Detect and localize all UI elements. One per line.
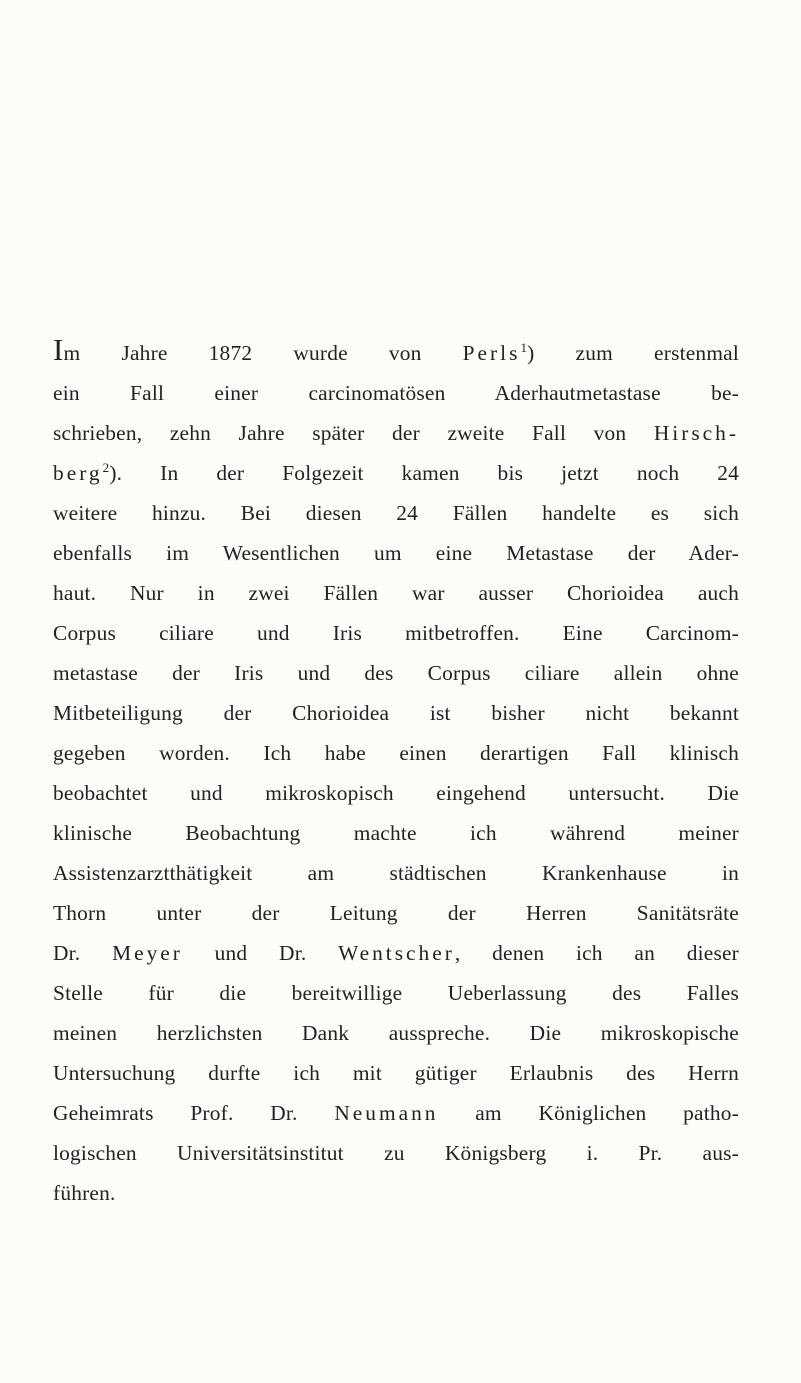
text-run: und Dr. [182,941,339,965]
text-line [53,453,739,493]
text-run: gegeben worden. Ich habe einen derartigen Fall klinisch [53,741,739,765]
spaced-name: Meyer [112,941,183,965]
text-run: Corpus ciliare und Iris mitbetroffen. Eine Carcinom- [53,621,739,645]
text-line [53,573,739,613]
text-line [53,1133,739,1173]
text-line [53,773,739,813]
text-run: führen. [53,1181,116,1205]
text-run: , denen ich an dieser [454,941,740,965]
text-run: logischen Universitätsinstitut zu Königsberg i. Pr. aus- [53,1141,739,1165]
text-run: weitere hinzu. Bei diesen 24 Fällen handelte es sich [53,501,739,525]
text-line [53,1013,739,1053]
text-line [53,893,739,933]
text-run: beobachtet und mikroskopisch eingehend untersucht. Die [53,781,739,805]
text-run: Geheimrats Prof. Dr. [53,1101,335,1125]
text-line [53,973,739,1013]
footnote-marker: 1 [520,339,528,355]
text-line [53,733,739,773]
spaced-name: Hirsch- [653,421,739,445]
initial-letter: I [53,332,64,367]
text-run: ein Fall einer carcinomatösen Aderhautmetastase be- [53,381,739,405]
spaced-name: berg [53,461,103,485]
text-run: Stelle für die bereitwillige Ueberlassung des Falles [53,981,739,1005]
text-line [53,533,739,573]
text-line [53,613,739,653]
text-run: haut. Nur in zwei Fällen war ausser Chorioidea auch [53,581,739,605]
text-run: meinen herzlichsten Dank ausspreche. Die mikroskopische [53,1021,739,1045]
text-line [53,333,739,373]
spaced-name: Perls [462,341,521,365]
text-run: metastase der Iris und des Corpus ciliare allein ohne [53,661,739,685]
text-run: ) zum erstenmal [527,341,740,365]
text-line [53,693,739,733]
spaced-name: Wentscher [338,941,455,965]
text-line [53,933,739,973]
text-run: am Königlichen patho- [438,1101,739,1125]
text-line [53,373,739,413]
text-run: m Jahre 1872 wurde von [63,341,463,365]
footnote-marker: 2 [102,459,110,475]
text-line [53,493,739,533]
text-line [53,413,739,453]
text-run: Untersuchung durfte ich mit gütiger Erlaubnis des Herrn [53,1061,739,1085]
text-line [53,1093,739,1133]
text-run: schrieben, zehn Jahre später der zweite Fall von [53,421,654,445]
text-run: klinische Beobachtung machte ich während meiner [53,821,739,845]
spaced-name: Neumann [334,1101,439,1125]
text-line [53,813,739,853]
text-run: ). In der Folgezeit kamen bis jetzt noch 24 [109,461,739,485]
text-run: Dr. [53,941,113,965]
text-run: Thorn unter der Leitung der Herren Sanitätsräte [53,901,739,925]
text-run: Assistenzarztthätigkeit am städtischen Krankenhause in [53,861,739,885]
text-run: Mitbeteiligung der Chorioidea ist bisher nicht bekannt [53,701,739,725]
text-line [53,853,739,893]
text-line [53,1173,739,1213]
text-line [53,1053,739,1093]
text-line [53,653,739,693]
text-run: ebenfalls im Wesentlichen um eine Metastase der Ader- [53,541,739,565]
